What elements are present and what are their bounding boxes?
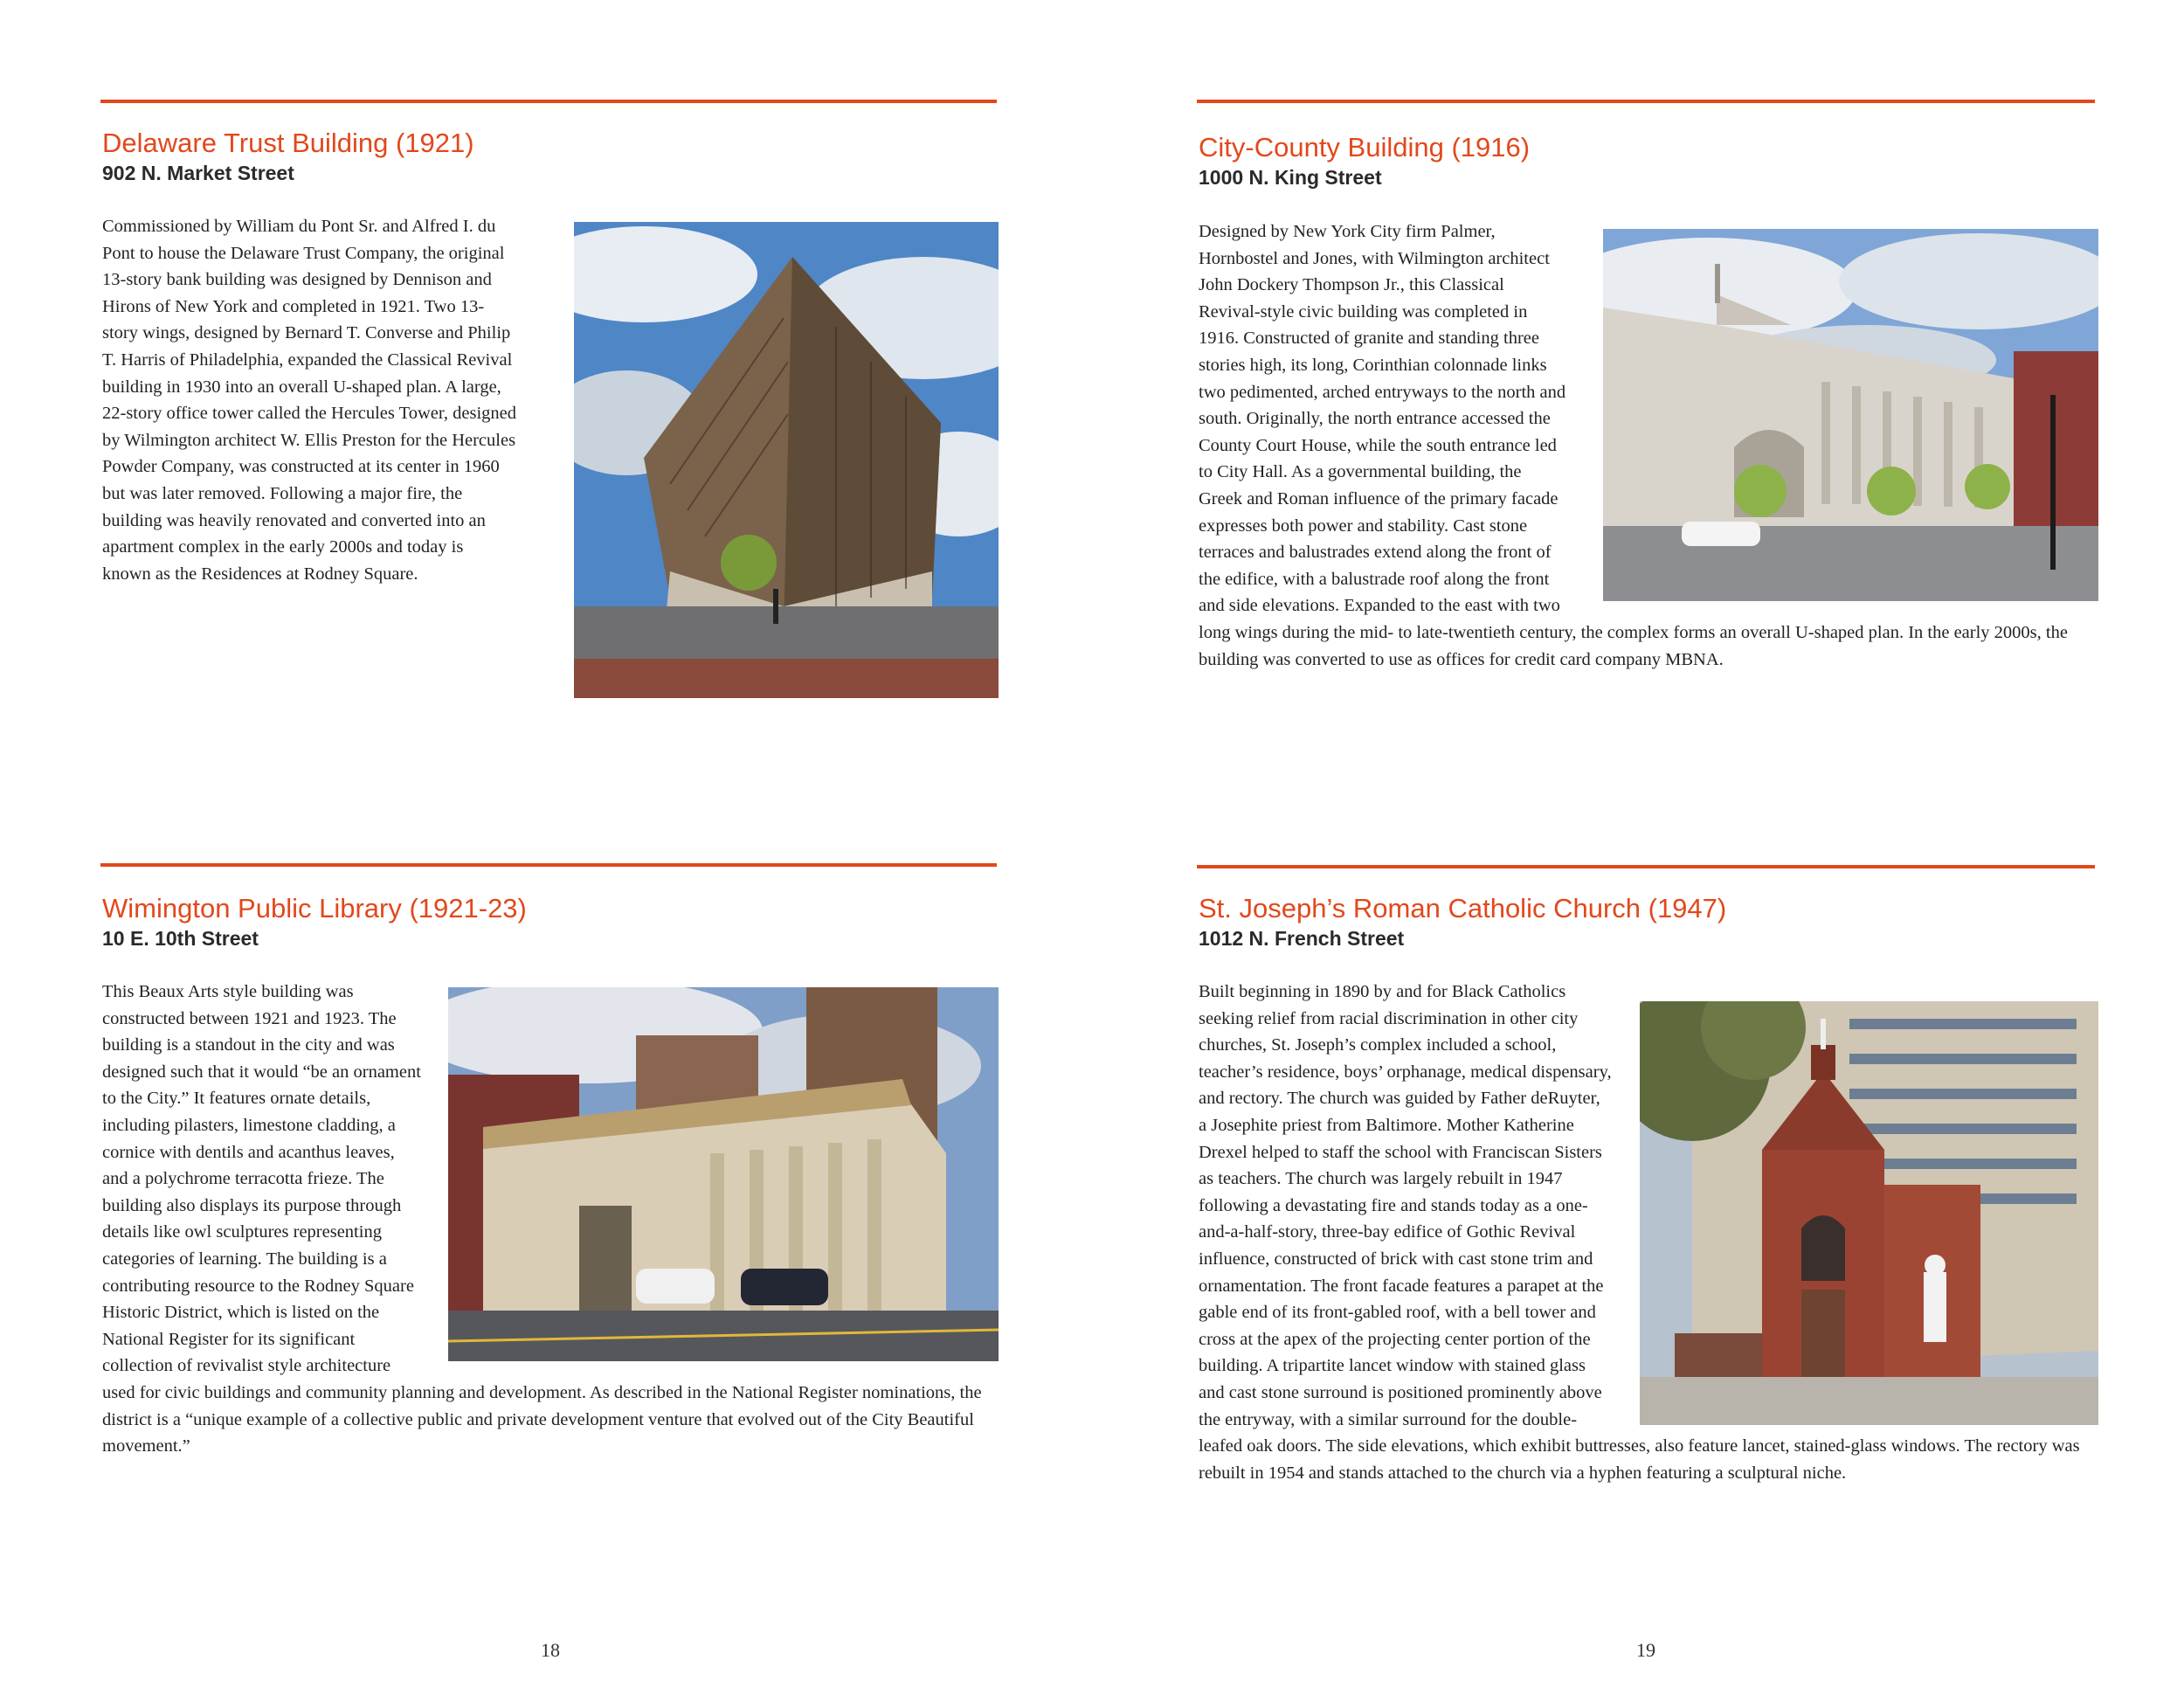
entry-title: Wimington Public Library (1921-23): [102, 893, 527, 924]
entry-address: 1000 N. King Street: [1199, 166, 1382, 189]
entry-address: 10 E. 10th Street: [102, 927, 259, 950]
page-number-right: 19: [1636, 1639, 1655, 1661]
entry-title: St. Joseph’s Roman Catholic Church (1947): [1199, 893, 1727, 924]
entry-title: Delaware Trust Building (1921): [102, 128, 474, 158]
section-rule: [1197, 865, 2095, 868]
section-rule: [100, 100, 997, 103]
entry-title: City-County Building (1916): [1199, 132, 1531, 163]
library-facade-photo: [448, 987, 999, 1361]
brick-church-photo: [1640, 1001, 2098, 1425]
section-rule: [1197, 100, 2095, 103]
section-rule: [100, 863, 997, 867]
entry-body: This Beaux Arts style building was constructed between 1921 and 1923. The building is a standout in the city and was designed such that it would “be an ornament to the City.” It features ornate details, including pilasters, limestone cladding, a cornice with dentils and acanthus leaves, and a polychrome terracotta frieze. The building also displays its purpose through details like owl sculptures representing categories of learning. The building is a contributing resource to the Rodney Square Historic District, which is listed on the National Register for its significant collection of revivalist style architecture used for civic buildings and community planning and development. As described in the National Register nominations, the district is a “unique example of a collective public and private development venture that evolved out of the City Beautiful movement.”: [102, 979, 999, 1460]
entry-body: Designed by New York City firm Palmer, Hornbostel and Jones, with Wilmington architect John Dockery Thompson Jr., this Classical Revival-style civic building was completed in 1916. Constructed of granite and standing three stories high, its long, Corinthian colonnade links two pedimented, arched entryways to the north and south. Originally, the north entrance accessed the County Court House, while the south entrance led to City Hall. As a governmental building, the Greek and Roman influence of the primary facade expresses both power and stability. Cast stone terraces and balustrades extend along the front of the edifice, with a balustrade roof along the front and side elevations. Expanded to the east with two long wings during the mid- to late-twentieth century, the complex forms an overall U-shaped plan. In the early 2000s, the building was converted to use as offices for credit card company MBNA.: [1199, 218, 2098, 673]
entry-body: Commissioned by William du Pont Sr. and Alfred I. du Pont to house the Delaware Trust Company, the original 13-story bank building was designed by Dennison and Hirons of New York and completed in 1921. Two 13-story wings, designed by Bernard T. Converse and Philip T. Harris of Philadelphia, expanded the Classical Revival building in 1930 into an overall U-shaped plan. A large, 22-story office tower called the Hercules Tower, designed by Wilmington architect W. Ellis Preston for the Hercules Powder Company, was constructed at its center in 1960 but was later removed. Following a major fire, the building was heavily renovated and converted into an apartment complex in the early 2000s and today is known as the Residences at Rodney Square.: [102, 213, 999, 703]
page-number-left: 18: [541, 1639, 560, 1661]
entry-body: Built beginning in 1890 by and for Black Catholics seeking relief from racial discrimination in other city churches, St. Joseph’s complex included a school, teacher’s residence, boys’ orphanage, medical dispensary, and rectory. The church was guided by Father deRuyter, a Josephite priest from Baltimore. Mother Katherine Drexel helped to staff the school with Franciscan Sisters as teachers. The church was largely rebuilt in 1947 following a devastating fire and stands today as a one-and-a-half-story, three-bay edifice of Gothic Revival influence, constructed of brick with cast stone trim and ornamentation. The front facade features a parapet at the gable end of its front-gabled roof, with a bell tower and cross at the apex of the projecting center portion of the building. A tripartite lancet window with stained glass and cast stone surround is positioned prominently above the entryway, with a similar surround for the double-leafed oak doors. The side elevations, which exhibit buttresses, also feature lancet, stained-glass windows. The rectory was rebuilt in 1954 and stands attached to the church via a hyphen featuring a sculptural niche.: [1199, 979, 2098, 1486]
tall-bank-tower-photo: [574, 222, 999, 698]
entry-address: 902 N. Market Street: [102, 162, 294, 184]
civic-colonnade-photo: [1603, 229, 2098, 601]
entry-address: 1012 N. French Street: [1199, 927, 1405, 950]
